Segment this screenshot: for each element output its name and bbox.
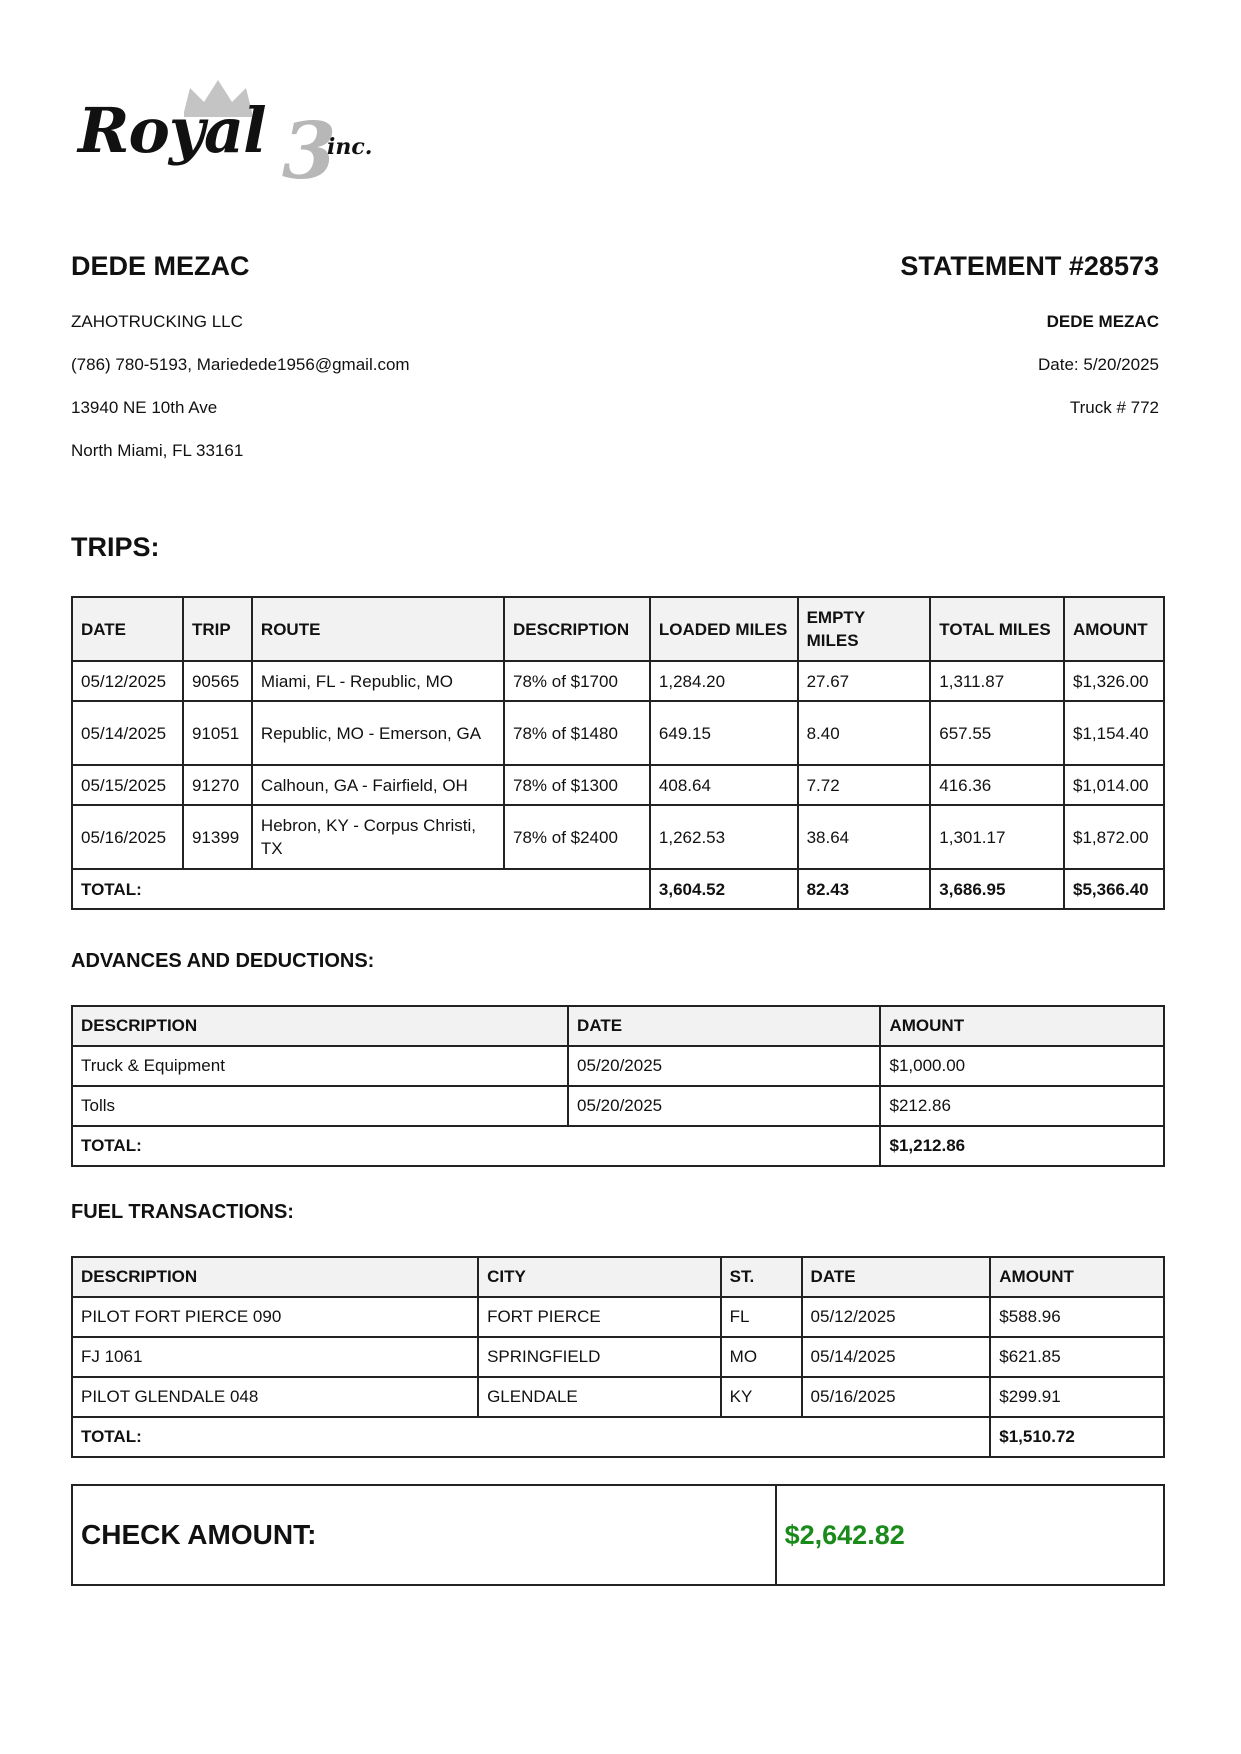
statement-title: STATEMENT #28573 — [900, 251, 1159, 281]
column-header: ROUTE — [252, 597, 504, 661]
table-cell: 05/16/2025 — [802, 1377, 991, 1417]
table-cell: 657.55 — [930, 701, 1064, 765]
table-cell: Miami, FL - Republic, MO — [252, 661, 504, 701]
table-row — [72, 1337, 1164, 1377]
table-header-row — [72, 1257, 1164, 1297]
table-cell: 91051 — [183, 701, 252, 765]
column-header: DATE — [802, 1257, 991, 1297]
table-cell: 78% of $1300 — [504, 765, 650, 805]
statement-info — [900, 250, 1159, 441]
table-cell: 416.36 — [930, 765, 1064, 805]
total-empty-miles: 82.43 — [798, 869, 931, 909]
table-cell: 05/14/2025 — [72, 701, 183, 765]
column-header: ST. — [721, 1257, 802, 1297]
driver-contact: (786) 780-5193, Mariedede1956@gmail.com — [71, 355, 410, 374]
logo-wordmark: Royal — [78, 94, 266, 167]
column-header: TOTAL MILES — [930, 597, 1064, 661]
table-cell: FL — [721, 1297, 802, 1337]
table-cell: GLENDALE — [478, 1377, 721, 1417]
table-cell: Truck & Equipment — [72, 1046, 568, 1086]
table-cell: 649.15 — [650, 701, 798, 765]
table-cell: Hebron, KY - Corpus Christi, TX — [252, 805, 504, 869]
total-label: TOTAL: — [72, 1417, 990, 1457]
table-cell: 90565 — [183, 661, 252, 701]
table-cell: 91399 — [183, 805, 252, 869]
table-row — [72, 1297, 1164, 1337]
driver-address-line2: North Miami, FL 33161 — [71, 441, 244, 460]
fuel-title: FUEL TRANSACTIONS: — [71, 1201, 294, 1223]
table-cell: 05/12/2025 — [72, 661, 183, 701]
column-header: AMOUNT — [880, 1006, 1164, 1046]
table-cell: SPRINGFIELD — [478, 1337, 721, 1377]
logo-number: 3 — [282, 106, 337, 197]
statement-payee: DEDE MEZAC — [1046, 312, 1159, 331]
statement-truck: Truck # 772 — [1069, 398, 1159, 417]
check-amount-value: $2,642.82 — [776, 1485, 1164, 1585]
column-header: AMOUNT — [1064, 597, 1164, 661]
table-cell: Tolls — [72, 1086, 568, 1126]
table-cell: 91270 — [183, 765, 252, 805]
table-row — [72, 1086, 1164, 1126]
total-amount: $1,212.86 — [880, 1126, 1164, 1166]
column-header: DESCRIPTION — [504, 597, 650, 661]
column-header: DESCRIPTION — [72, 1006, 568, 1046]
table-cell: 05/20/2025 — [568, 1086, 880, 1126]
table-cell: PILOT FORT PIERCE 090 — [72, 1297, 478, 1337]
trips-title: TRIPS: — [71, 532, 160, 562]
column-header: AMOUNT — [990, 1257, 1164, 1297]
table-cell: $1,000.00 — [880, 1046, 1164, 1086]
table-row — [72, 765, 1164, 805]
table-cell: 05/15/2025 — [72, 765, 183, 805]
table-cell: $588.96 — [990, 1297, 1164, 1337]
table-cell: 05/20/2025 — [568, 1046, 880, 1086]
table-cell: 1,262.53 — [650, 805, 798, 869]
column-header: LOADED MILES — [650, 597, 798, 661]
table-header-row — [72, 597, 1164, 661]
company-logo — [70, 78, 380, 197]
table-cell: $1,872.00 — [1064, 805, 1164, 869]
statement-date: Date: 5/20/2025 — [1038, 355, 1159, 374]
table-cell: PILOT GLENDALE 048 — [72, 1377, 478, 1417]
check-amount-box — [71, 1484, 1165, 1586]
table-cell: MO — [721, 1337, 802, 1377]
total-row — [72, 1126, 1164, 1166]
table-cell: 38.64 — [798, 805, 931, 869]
table-cell: 8.40 — [798, 701, 931, 765]
driver-address-line1: 13940 NE 10th Ave — [71, 398, 218, 417]
table-cell: Republic, MO - Emerson, GA — [252, 701, 504, 765]
driver-info — [71, 250, 410, 484]
table-cell: $212.86 — [880, 1086, 1164, 1126]
fuel-table — [71, 1256, 1165, 1458]
table-row — [72, 661, 1164, 701]
table-cell: 05/14/2025 — [802, 1337, 991, 1377]
column-header: TRIP — [183, 597, 252, 661]
table-cell: 78% of $1480 — [504, 701, 650, 765]
column-header: DESCRIPTION — [72, 1257, 478, 1297]
table-row — [72, 805, 1164, 869]
check-amount-label: CHECK AMOUNT: — [72, 1485, 776, 1585]
total-row — [72, 1417, 1164, 1457]
total-row — [72, 869, 1164, 909]
table-cell: FJ 1061 — [72, 1337, 478, 1377]
table-cell: 27.67 — [798, 661, 931, 701]
table-cell: $299.91 — [990, 1377, 1164, 1417]
table-header-row — [72, 1006, 1164, 1046]
total-amount: $1,510.72 — [990, 1417, 1164, 1457]
table-cell: 1,284.20 — [650, 661, 798, 701]
table-row — [72, 1046, 1164, 1086]
table-cell: 1,311.87 — [930, 661, 1064, 701]
table-cell: 408.64 — [650, 765, 798, 805]
check-amount-row — [72, 1485, 1164, 1585]
driver-name: DEDE MEZAC — [71, 251, 250, 281]
column-header: EMPTY MILES — [798, 597, 931, 661]
column-header: CITY — [478, 1257, 721, 1297]
total-label: TOTAL: — [72, 1126, 880, 1166]
table-cell: KY — [721, 1377, 802, 1417]
table-cell: $1,326.00 — [1064, 661, 1164, 701]
driver-company: ZAHOTRUCKING LLC — [71, 312, 243, 331]
table-cell: Calhoun, GA - Fairfield, OH — [252, 765, 504, 805]
table-cell: 05/12/2025 — [802, 1297, 991, 1337]
total-amount: $5,366.40 — [1064, 869, 1164, 909]
total-loaded-miles: 3,604.52 — [650, 869, 798, 909]
table-cell: 05/16/2025 — [72, 805, 183, 869]
trips-table — [71, 596, 1165, 910]
logo-suffix: inc. — [327, 134, 373, 160]
total-total-miles: 3,686.95 — [930, 869, 1064, 909]
table-cell: 1,301.17 — [930, 805, 1064, 869]
table-cell: $1,014.00 — [1064, 765, 1164, 805]
table-cell: FORT PIERCE — [478, 1297, 721, 1337]
table-cell: 78% of $2400 — [504, 805, 650, 869]
advances-title: ADVANCES AND DEDUCTIONS: — [71, 950, 375, 972]
advances-table — [71, 1005, 1165, 1167]
table-row — [72, 701, 1164, 765]
column-header: DATE — [72, 597, 183, 661]
table-row — [72, 1377, 1164, 1417]
table-cell: $1,154.40 — [1064, 701, 1164, 765]
table-cell: $621.85 — [990, 1337, 1164, 1377]
table-cell: 7.72 — [798, 765, 931, 805]
column-header: DATE — [568, 1006, 880, 1046]
table-cell: 78% of $1700 — [504, 661, 650, 701]
total-label: TOTAL: — [72, 869, 650, 909]
